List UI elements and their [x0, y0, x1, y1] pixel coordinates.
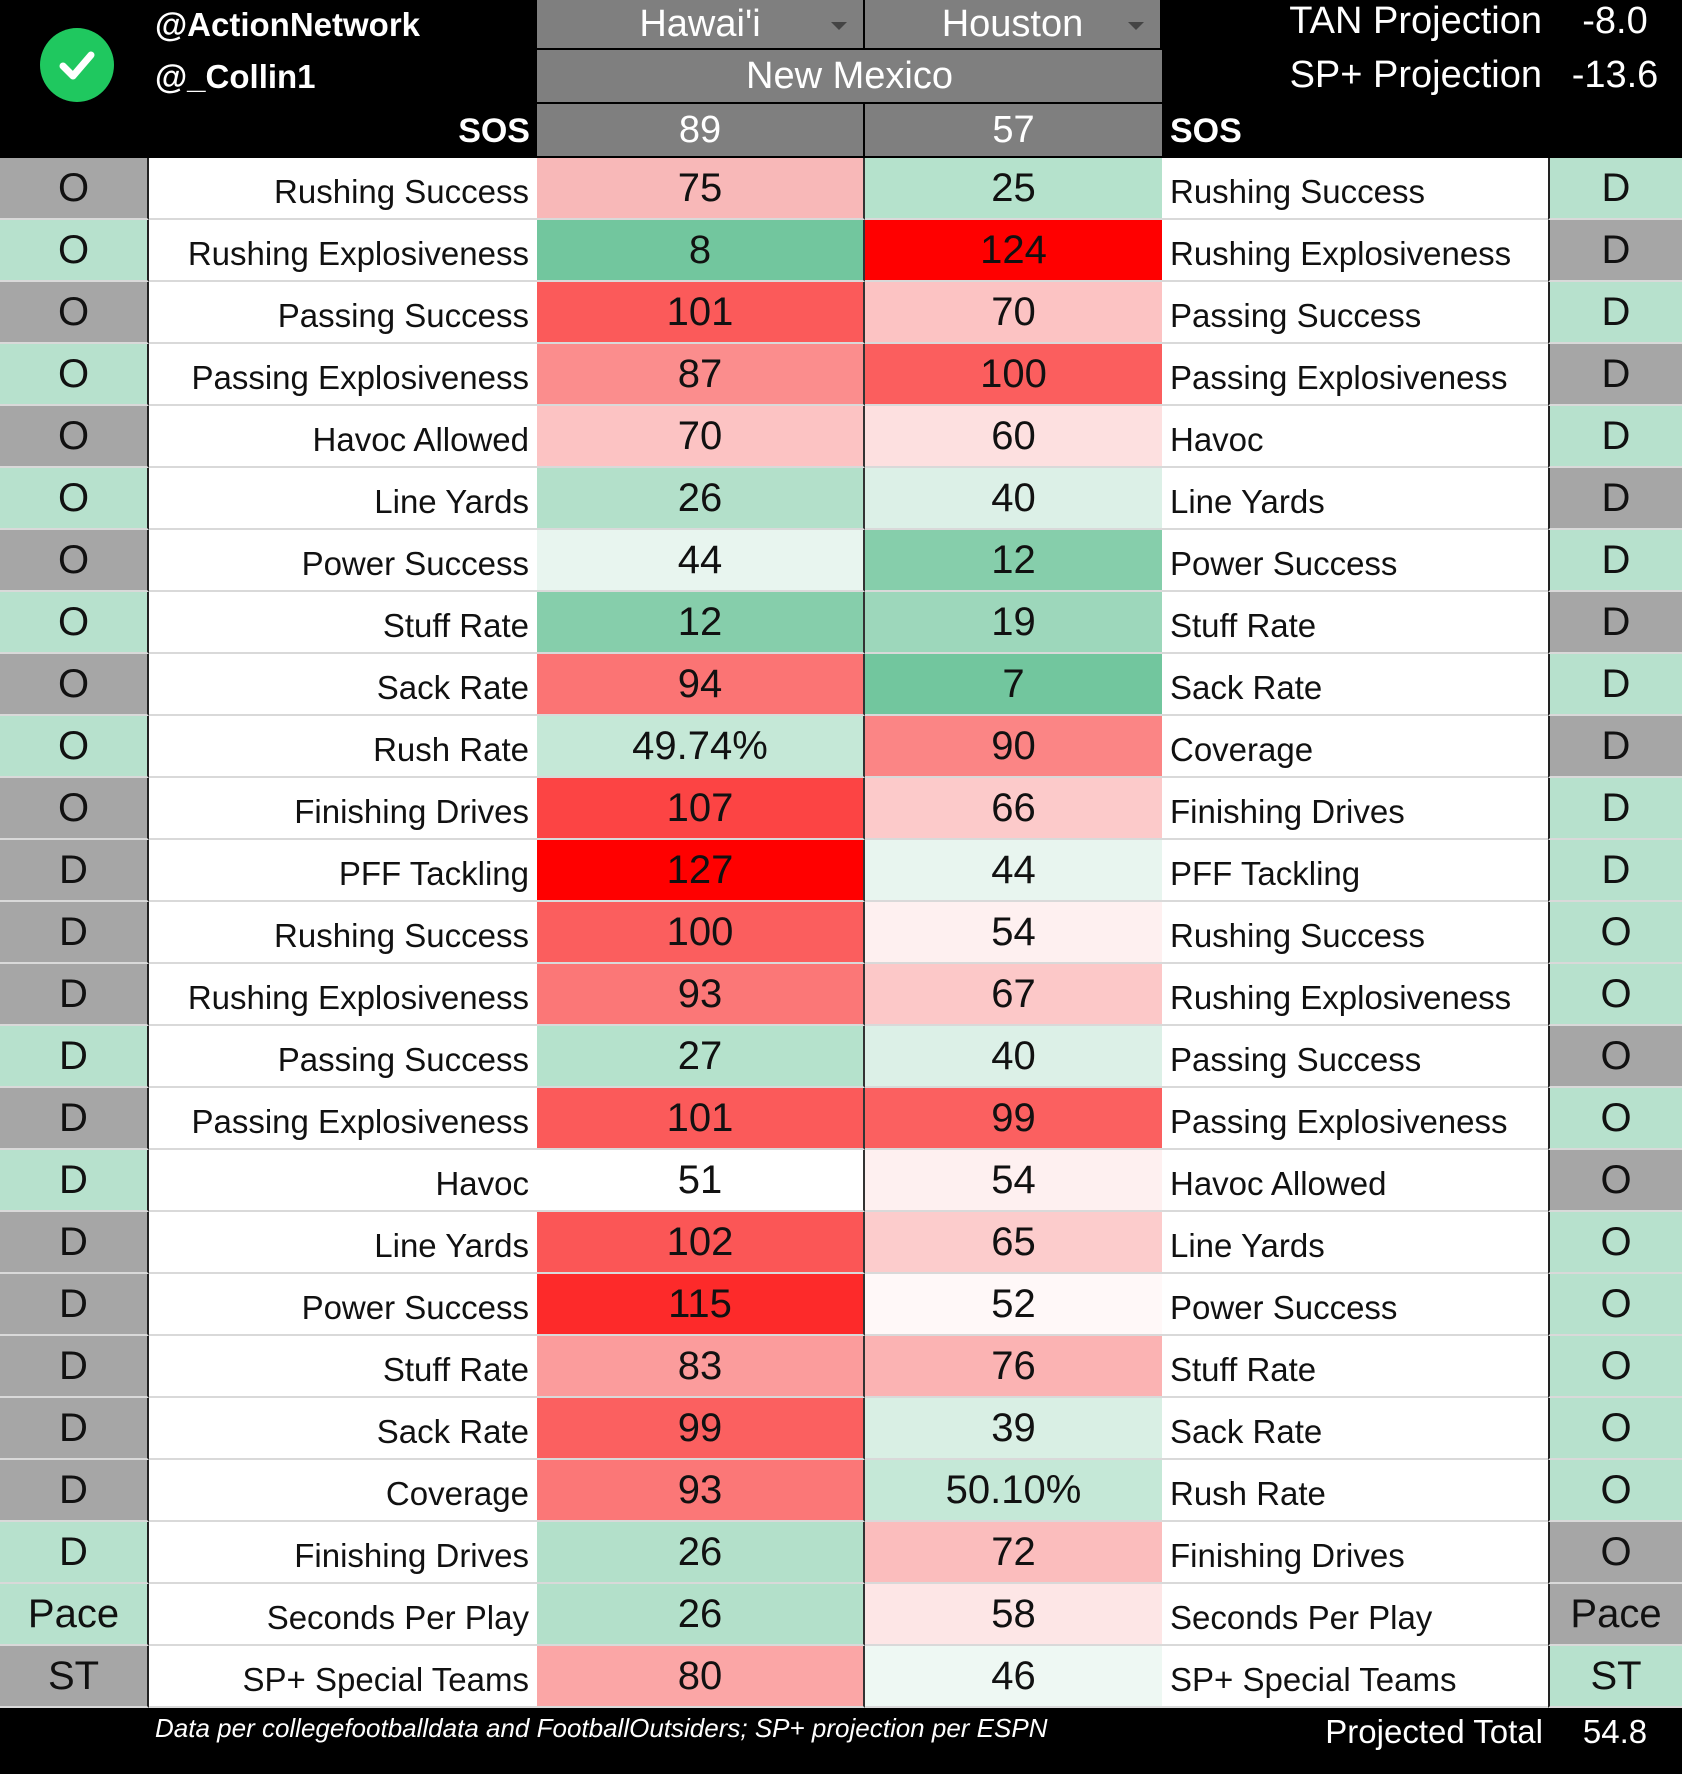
- value-right: 39: [865, 1398, 1162, 1460]
- side-label-right: D: [1548, 716, 1682, 778]
- metric-label-left: Coverage: [149, 1460, 537, 1522]
- projected-total-label: Projected Total: [1325, 1713, 1543, 1750]
- value-right: 54: [865, 1150, 1162, 1212]
- side-label-right: O: [1548, 902, 1682, 964]
- value-right: 66: [865, 778, 1162, 840]
- side-label-left: D: [0, 1336, 149, 1398]
- value-left: 12: [537, 592, 865, 654]
- tan-projection-value: -8.0: [1582, 0, 1648, 42]
- side-label-left: O: [0, 530, 149, 592]
- side-label-left: D: [0, 1398, 149, 1460]
- metric-label-right: Passing Success: [1162, 282, 1548, 344]
- metric-label-left: Power Success: [149, 530, 537, 592]
- metric-label-left: Line Yards: [149, 1212, 537, 1274]
- side-label-left: O: [0, 778, 149, 840]
- side-label-right: O: [1548, 1026, 1682, 1088]
- side-label-left: D: [0, 1026, 149, 1088]
- value-left: 101: [537, 1088, 865, 1150]
- value-left: 26: [537, 1584, 865, 1646]
- side-label-right: D: [1548, 592, 1682, 654]
- metric-label-right: Power Success: [1162, 1274, 1548, 1336]
- metric-label-right: Rushing Explosiveness: [1162, 220, 1548, 282]
- chevron-down-icon: [1128, 22, 1144, 30]
- metric-label-left: Finishing Drives: [149, 1522, 537, 1584]
- value-right: 67: [865, 964, 1162, 1026]
- value-left: 93: [537, 1460, 865, 1522]
- value-left: 101: [537, 282, 865, 344]
- side-label-left: O: [0, 468, 149, 530]
- side-label-right: O: [1548, 1398, 1682, 1460]
- value-right: 99: [865, 1088, 1162, 1150]
- side-label-right: O: [1548, 1460, 1682, 1522]
- team-right-name: Houston: [941, 2, 1084, 45]
- side-label-right: Pace: [1548, 1584, 1682, 1646]
- team-left-select[interactable]: [537, 0, 865, 48]
- metric-label-right: Rushing Explosiveness: [1162, 964, 1548, 1026]
- side-label-left: O: [0, 654, 149, 716]
- value-right: 58: [865, 1584, 1162, 1646]
- metric-label-right: Rushing Success: [1162, 902, 1548, 964]
- metric-label-left: Line Yards: [149, 468, 537, 530]
- metric-label-left: Rushing Explosiveness: [149, 964, 537, 1026]
- side-label-left: D: [0, 1150, 149, 1212]
- metric-label-right: Passing Explosiveness: [1162, 1088, 1548, 1150]
- side-label-right: D: [1548, 344, 1682, 406]
- metric-label-right: Passing Explosiveness: [1162, 344, 1548, 406]
- metric-label-right: Stuff Rate: [1162, 592, 1548, 654]
- value-left: 83: [537, 1336, 865, 1398]
- value-right: 60: [865, 406, 1162, 468]
- value-right: 70: [865, 282, 1162, 344]
- value-right: 40: [865, 1026, 1162, 1088]
- metric-label-right: Havoc: [1162, 406, 1548, 468]
- metric-label-right: Coverage: [1162, 716, 1548, 778]
- value-right: 100: [865, 344, 1162, 406]
- handle-collin: @_Collin1: [155, 58, 316, 95]
- sp-projection-label: SP+ Projection: [1289, 54, 1542, 96]
- side-label-left: D: [0, 964, 149, 1026]
- side-label-right: D: [1548, 778, 1682, 840]
- metric-label-left: Passing Success: [149, 1026, 537, 1088]
- check-circle-icon: [55, 43, 99, 87]
- side-label-right: D: [1548, 282, 1682, 344]
- side-label-left: D: [0, 1212, 149, 1274]
- metric-label-left: Passing Explosiveness: [149, 344, 537, 406]
- metric-label-left: Rushing Success: [149, 902, 537, 964]
- sp-projection-value: -13.6: [1571, 54, 1659, 96]
- side-label-right: D: [1548, 840, 1682, 902]
- metric-label-left: Seconds Per Play: [149, 1584, 537, 1646]
- value-left: 93: [537, 964, 865, 1026]
- metric-label-left: Rush Rate: [149, 716, 537, 778]
- side-label-right: ST: [1548, 1646, 1682, 1708]
- metric-label-left: Rushing Explosiveness: [149, 220, 537, 282]
- metric-label-right: Seconds Per Play: [1162, 1584, 1548, 1646]
- value-left: 70: [537, 406, 865, 468]
- metric-label-left: Passing Explosiveness: [149, 1088, 537, 1150]
- projected-total-value: 54.8: [1582, 1713, 1648, 1750]
- sos-label-left: SOS: [458, 112, 530, 150]
- metric-label-right: Rush Rate: [1162, 1460, 1548, 1522]
- value-right: 65: [865, 1212, 1162, 1274]
- logo: [40, 28, 114, 102]
- metric-label-left: Finishing Drives: [149, 778, 537, 840]
- opponent-name: New Mexico: [537, 50, 1162, 102]
- metric-label-left: Havoc: [149, 1150, 537, 1212]
- side-label-left: Pace: [0, 1584, 149, 1646]
- side-label-left: D: [0, 1088, 149, 1150]
- side-label-right: O: [1548, 964, 1682, 1026]
- side-label-right: O: [1548, 1150, 1682, 1212]
- side-label-right: O: [1548, 1336, 1682, 1398]
- team-right-select[interactable]: [865, 0, 1162, 48]
- value-right: 46: [865, 1646, 1162, 1708]
- metric-label-right: Finishing Drives: [1162, 1522, 1548, 1584]
- value-left: 51: [537, 1150, 865, 1212]
- metric-label-left: Power Success: [149, 1274, 537, 1336]
- value-right: 7: [865, 654, 1162, 716]
- value-right: 25: [865, 158, 1162, 220]
- side-label-left: O: [0, 344, 149, 406]
- metric-label-left: Rushing Success: [149, 158, 537, 220]
- side-label-right: D: [1548, 468, 1682, 530]
- side-label-right: O: [1548, 1212, 1682, 1274]
- side-label-right: D: [1548, 158, 1682, 220]
- value-left: 127: [537, 840, 865, 902]
- sos-label-right: SOS: [1170, 112, 1242, 150]
- metric-label-right: Rushing Success: [1162, 158, 1548, 220]
- value-left: 26: [537, 468, 865, 530]
- handle-action-network: @ActionNetwork: [155, 6, 421, 43]
- side-label-left: D: [0, 1460, 149, 1522]
- value-right: 90: [865, 716, 1162, 778]
- chevron-down-icon: [831, 22, 847, 30]
- value-right: 72: [865, 1522, 1162, 1584]
- value-right: 124: [865, 220, 1162, 282]
- value-right: 44: [865, 840, 1162, 902]
- side-label-left: D: [0, 1274, 149, 1336]
- sos-value-right: 57: [865, 104, 1162, 156]
- value-right: 12: [865, 530, 1162, 592]
- value-left: 80: [537, 1646, 865, 1708]
- metric-label-left: Stuff Rate: [149, 592, 537, 654]
- value-left: 115: [537, 1274, 865, 1336]
- value-left: 75: [537, 158, 865, 220]
- metric-label-right: Line Yards: [1162, 468, 1548, 530]
- value-left: 27: [537, 1026, 865, 1088]
- value-left: 26: [537, 1522, 865, 1584]
- value-right: 50.10%: [865, 1460, 1162, 1522]
- value-left: 99: [537, 1398, 865, 1460]
- value-right: 40: [865, 468, 1162, 530]
- metric-label-right: Havoc Allowed: [1162, 1150, 1548, 1212]
- metric-label-left: Havoc Allowed: [149, 406, 537, 468]
- team-left-name: Hawai'i: [639, 2, 761, 45]
- side-label-left: ST: [0, 1646, 149, 1708]
- side-label-right: D: [1548, 220, 1682, 282]
- side-label-left: D: [0, 902, 149, 964]
- metric-label-right: SP+ Special Teams: [1162, 1646, 1548, 1708]
- side-label-left: O: [0, 406, 149, 468]
- metric-label-right: Finishing Drives: [1162, 778, 1548, 840]
- metric-label-left: SP+ Special Teams: [149, 1646, 537, 1708]
- value-right: 52: [865, 1274, 1162, 1336]
- metric-label-left: Passing Success: [149, 282, 537, 344]
- metric-label-left: Stuff Rate: [149, 1336, 537, 1398]
- metric-label-right: Stuff Rate: [1162, 1336, 1548, 1398]
- side-label-left: D: [0, 840, 149, 902]
- value-left: 102: [537, 1212, 865, 1274]
- metric-label-right: Passing Success: [1162, 1026, 1548, 1088]
- value-right: 76: [865, 1336, 1162, 1398]
- value-left: 44: [537, 530, 865, 592]
- metric-label-right: Line Yards: [1162, 1212, 1548, 1274]
- value-left: 87: [537, 344, 865, 406]
- side-label-right: D: [1548, 406, 1682, 468]
- side-label-left: O: [0, 716, 149, 778]
- side-label-right: O: [1548, 1522, 1682, 1584]
- side-label-left: O: [0, 282, 149, 344]
- side-label-left: O: [0, 220, 149, 282]
- metric-label-right: Sack Rate: [1162, 1398, 1548, 1460]
- value-left: 100: [537, 902, 865, 964]
- metric-label-right: Power Success: [1162, 530, 1548, 592]
- value-left: 49.74%: [537, 716, 865, 778]
- side-label-left: O: [0, 158, 149, 220]
- value-left: 8: [537, 220, 865, 282]
- side-label-left: D: [0, 1522, 149, 1584]
- tan-projection-label: TAN Projection: [1289, 0, 1542, 42]
- metric-label-left: PFF Tackling: [149, 840, 537, 902]
- side-label-right: D: [1548, 530, 1682, 592]
- metric-label-right: Sack Rate: [1162, 654, 1548, 716]
- metric-label-right: PFF Tackling: [1162, 840, 1548, 902]
- footer-note: Data per collegefootballdata and FootballOutsiders; SP+ projection per ESPN: [155, 1713, 1048, 1743]
- side-label-right: O: [1548, 1088, 1682, 1150]
- side-label-right: D: [1548, 654, 1682, 716]
- value-right: 54: [865, 902, 1162, 964]
- value-left: 94: [537, 654, 865, 716]
- value-left: 107: [537, 778, 865, 840]
- side-label-right: O: [1548, 1274, 1682, 1336]
- value-right: 19: [865, 592, 1162, 654]
- metric-label-left: Sack Rate: [149, 1398, 537, 1460]
- metric-label-left: Sack Rate: [149, 654, 537, 716]
- side-label-left: O: [0, 592, 149, 654]
- sos-value-left: 89: [537, 104, 865, 156]
